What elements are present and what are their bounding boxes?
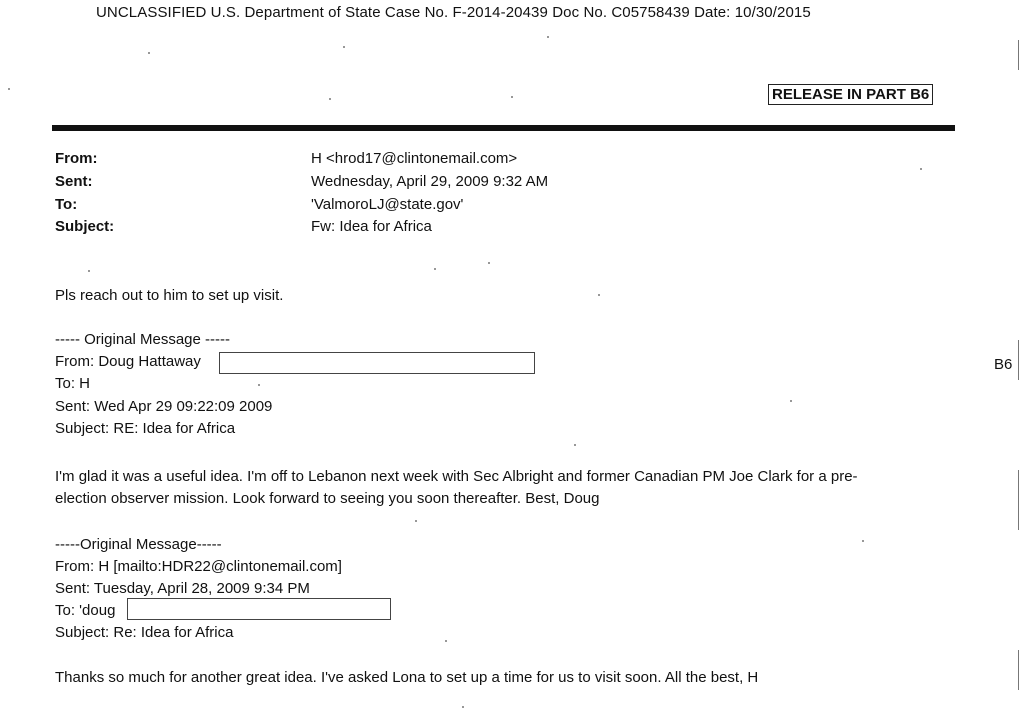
original-message-divider-2: -----Original Message----- [55,536,222,553]
original-2-to: To: 'doug [55,602,116,619]
scan-speck [8,88,10,90]
scan-speck [148,52,150,54]
original-message-divider: ----- Original Message ----- [55,331,231,348]
subject-label: Subject: [55,218,115,235]
to-value: 'ValmoroLJ@state.gov' [311,196,464,213]
redaction-code-b6: B6 [994,356,1013,373]
subject-value: Fw: Idea for Africa [311,218,432,235]
original-2-sent: Sent: Tuesday, April 28, 2009 9:34 PM [55,580,310,597]
scan-speck [547,36,549,38]
original-subject: Subject: RE: Idea for Africa [55,420,236,437]
scan-speck [574,444,576,446]
scan-speck [920,168,922,170]
scan-edge-mark [1018,650,1019,690]
scan-speck [343,46,345,48]
original-2-subject: Subject: Re: Idea for Africa [55,624,234,641]
original-2-body: Thanks so much for another great idea. I've asked Lona to set up a time for us to visit soon. All the best, H [55,669,759,686]
scan-edge-mark [1018,340,1019,380]
scan-speck [790,400,792,402]
scan-speck [511,96,513,98]
original-from [55,351,201,372]
classification-header: UNCLASSIFIED U.S. Department of State Case No. F-2014-20439 Doc No. C05758439 Date: 10/30/2015 [96,4,811,21]
original-to: To: H [55,375,91,392]
reply-body-line-1: I'm glad it was a useful idea. I'm off to Lebanon next week with Sec Albright and former Canadian PM Joe Clark for a pre- [55,468,858,485]
scan-edge-mark [1018,470,1019,530]
sent-label: Sent: [55,173,93,190]
scan-speck [462,706,464,708]
from-value: H <hrod17@clintonemail.com> [311,150,518,167]
scan-speck [434,268,436,270]
original-sent: Sent: Wed Apr 29 09:22:09 2009 [55,398,273,415]
scan-speck [488,262,490,264]
scan-speck [598,294,600,296]
from-label: From: [55,150,98,167]
scan-speck [329,98,331,100]
redaction-box [219,352,535,374]
scan-speck [258,384,260,386]
original-2-from: From: H [mailto:HDR22@clintonemail.com] [55,558,342,575]
scan-speck [445,640,447,642]
forward-body: Pls reach out to him to set up visit. [55,287,284,304]
sent-value: Wednesday, April 29, 2009 9:32 AM [311,173,549,190]
reply-body-line-2: election observer mission. Look forward to seeing you soon thereafter. Best, Doug [55,490,600,507]
scan-edge-mark [1018,40,1019,70]
to-label: To: [55,196,78,213]
original-from-text: From: Doug Hattaway [55,353,201,370]
redaction-box-2 [127,598,391,620]
scan-speck [88,270,90,272]
release-stamp: RELEASE IN PART B6 [768,84,933,105]
header-rule [52,125,955,131]
scan-speck [862,540,864,542]
scan-speck [415,520,417,522]
